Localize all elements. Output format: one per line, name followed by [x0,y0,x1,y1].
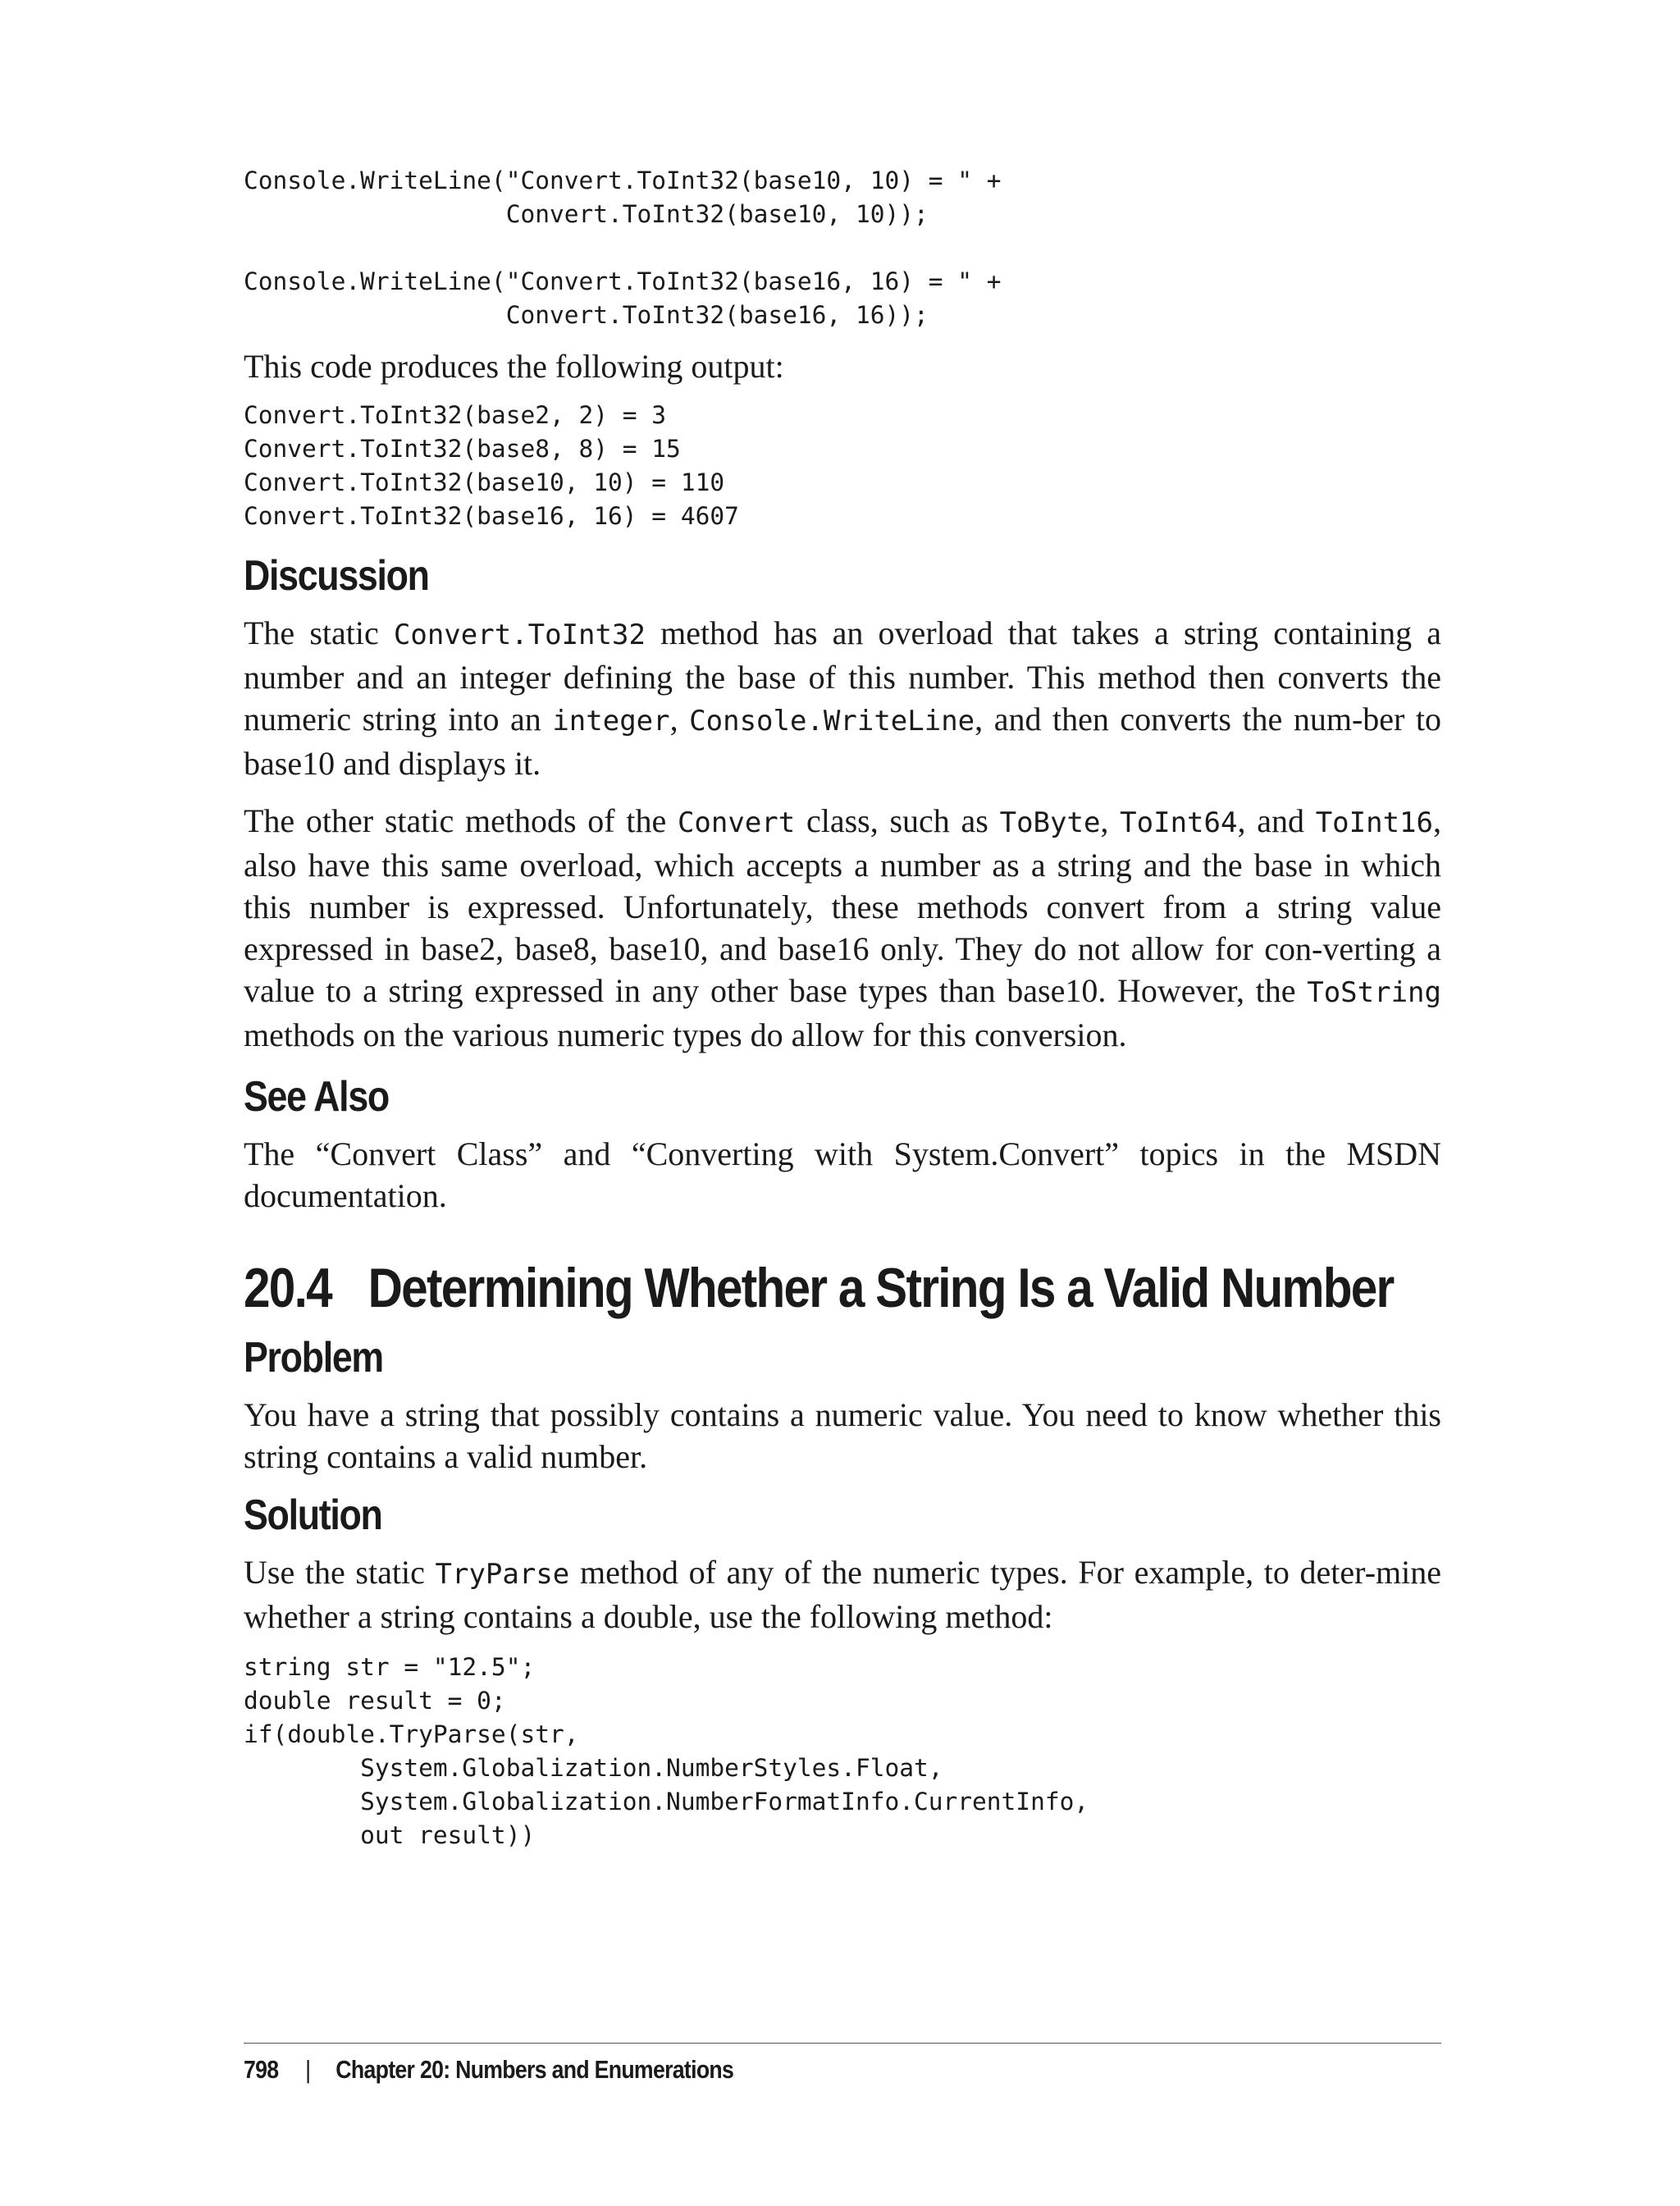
recipe-title-text: Determining Whether a String Is a Valid Number [368,1257,1394,1319]
code-block-output: Convert.ToInt32(base2, 2) = 3 Convert.ToInt32(base8, 8) = 15 Convert.ToInt32(base10, 10) = 110 Convert.ToInt32(base16, 16) = 4607 [244,401,739,530]
see-also-paragraph: The “Convert Class” and “Converting with System.Convert” topics in the MSDN documentation. [244,1135,1441,1214]
page-number: 798 [244,2055,279,2084]
page-footer [244,2043,1441,2085]
inline-code-tobyte: ToByte [999,806,1101,839]
inline-code-tryparse: TryParse [435,1558,570,1591]
inline-code-tostring: ToString [1307,976,1441,1009]
page-content [244,164,1441,1852]
recipe-number: 20.4 [244,1257,331,1319]
recipe-title [244,1256,1394,1320]
discussion-paragraph-1: The static Convert.ToInt32 method has an overload that takes a string containing a number and an integer defining the base of this number. This method then converts the numeric string into an integer, Console.WriteLine, and then converts the num-ber to base10 and displays it. [244,614,1442,782]
footer-rule [244,2043,1441,2044]
inline-code-convert: Convert [677,806,796,839]
solution-heading: Solution [244,1491,382,1539]
footer-text [244,2055,1274,2085]
inline-code-toint16: ToInt16 [1315,806,1433,839]
code-block-tryparse: string str = "12.5"; double result = 0; if(double.TryParse(str, System.Globalization.NumberStyles.Float, System.Globalization.NumberFormatInfo.CurrentInfo, out result)) [244,1653,1089,1849]
solution-paragraph: Use the static TryParse method of any of the numeric types. For example, to deter-mine whether a string contains a double, use the following method: [244,1554,1441,1635]
problem-heading: Problem [244,1334,383,1382]
inline-code-toint64: ToInt64 [1120,806,1238,839]
footer-separator: | [305,2055,311,2084]
inline-code-convert-toint32: Convert.ToInt32 [393,619,646,651]
inline-code-integer: integer [552,705,670,738]
discussion-paragraph-2: The other static methods of the Convert class, such as ToByte, ToInt64, and ToInt16, also have this same overload, which accepts a number as a string and the base in which this number is expressed. Unfortunately, these methods convert from a string value expressed in base2, base8, base10, and base16 only. They do not allow for con-verting a value to a string expressed in any other base types than base10. However, the ToString methods on the various numeric types do allow for this conversion. [244,802,1441,1053]
code-block-convert-calls: Console.WriteLine("Convert.ToInt32(base10, 10) = " + Convert.ToInt32(base10, 10)); Console.WriteLine("Convert.ToInt32(base16, 16) = " + Convert.ToInt32(base16, 16)); [244,167,1002,329]
discussion-heading: Discussion [244,552,429,600]
inline-code-console-writeline: Console.WriteLine [689,705,975,738]
problem-paragraph: You have a string that possibly contains a numeric value. You need to know whether this string contains a valid number. [244,1396,1441,1475]
see-also-heading: See Also [244,1073,389,1121]
chapter-title: Chapter 20: Numbers and Enumerations [336,2055,734,2084]
output-intro-paragraph: This code produces the following output: [244,348,784,385]
